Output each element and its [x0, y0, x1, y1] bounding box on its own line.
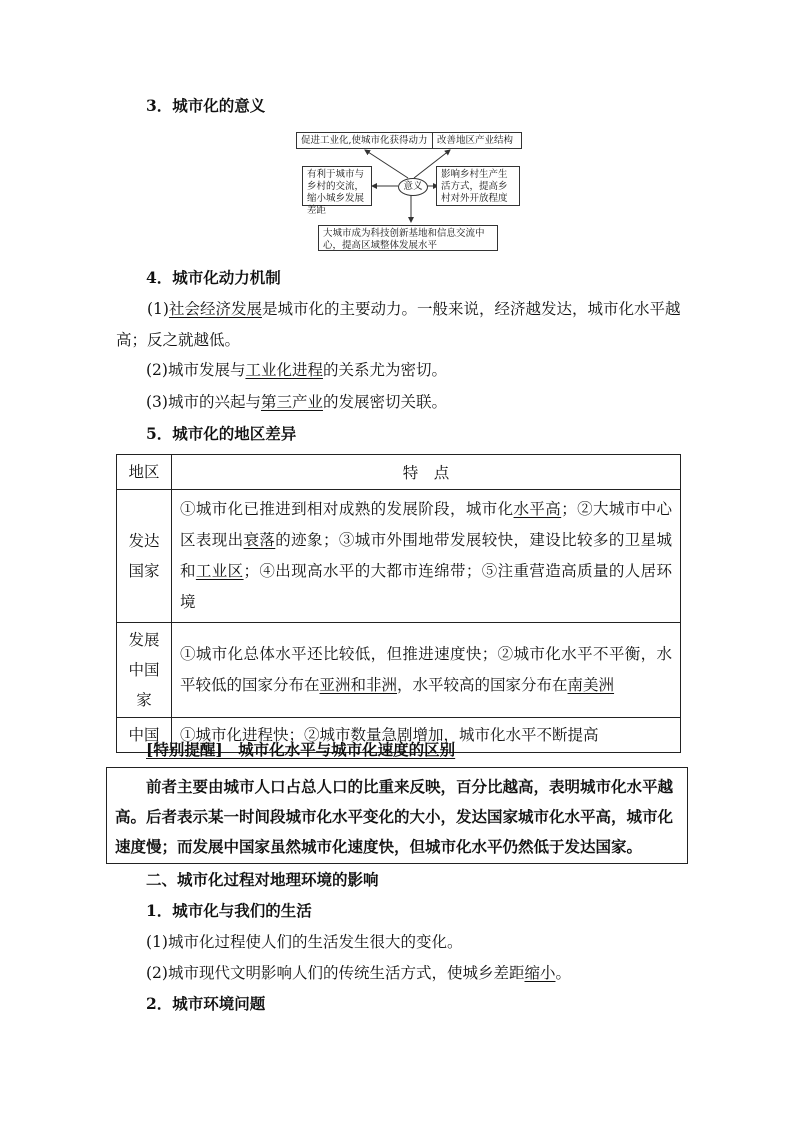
header-feature: 特 点 — [172, 455, 681, 490]
p42-underlined: 工业化进程 — [245, 361, 323, 379]
section-4-heading: 4．城市化动力机制 — [146, 268, 281, 287]
special-note-title: [特别提醒] 城市化水平与城市化速度的区别 — [146, 740, 456, 759]
part-2-p1: (1)城市化过程使人们的生活发生很大的变化。 — [146, 933, 463, 951]
desc-developing — [172, 623, 681, 718]
region-developed-label: 发达国家 — [128, 532, 160, 580]
dev-u2: 衰落 — [243, 531, 276, 549]
dvg-u1: 亚洲和非洲 — [319, 676, 398, 694]
paragraph-4-2 — [146, 358, 447, 380]
regional-differences-table — [116, 454, 681, 753]
p22-prefix: (2)城市现代文明影响人们的传统生活方式，使城乡差距 — [146, 964, 525, 982]
dev-t1: ①城市化已推进到相对成熟的发展阶段，城市化 — [180, 500, 514, 518]
part-2-sub2: 2．城市环境问题 — [146, 994, 266, 1013]
dev-t4: ；④出现高水平的大都市连绵带；⑤注重营造高质量的人居环境 — [180, 562, 672, 611]
p42-rest: 的关系尤为密切。 — [322, 361, 447, 379]
table-header-row — [117, 455, 681, 490]
special-note-body: 前者主要由城市人口占总人口的比重来反映，百分比越高，表明城市化水平越高。后者表示某一时间段城市化水平变化的大小，发达国家城市化水平高，城市化速度慢；而发展中国家虽然城市化速度快，但城市化水平仍然低于发达国家。 — [115, 777, 674, 856]
desc-developed — [172, 490, 681, 623]
p41-underlined: 社会经济发展 — [168, 300, 262, 318]
region-china: 中国 — [117, 718, 172, 753]
paragraph-4-3 — [146, 390, 447, 412]
p43-underlined: 第三产业 — [260, 393, 323, 411]
paragraph-4-1 — [116, 294, 682, 356]
dvg-t1: ①城市化总体水平还比较低，但推进速度快；②城市化水平不平衡，水平较低的国家分布在 — [180, 645, 672, 694]
dev-t2: ；②大城市中心区表现出 — [180, 500, 672, 549]
special-note-box — [106, 767, 688, 864]
section-3-heading: 3．城市化的意义 — [146, 96, 266, 115]
p22-rest: 。 — [555, 964, 571, 982]
p22-underlined: 缩小 — [524, 964, 556, 982]
p41-prefix: (1) — [147, 300, 169, 318]
region-developed — [117, 490, 172, 623]
diagram-box-bottom: 大城市成为科技创新基地和信息交流中心，提高区域整体发展水平 — [318, 225, 498, 251]
diagram-center-node: 意义 — [398, 178, 428, 196]
section-5-heading: 5．城市化的地区差异 — [146, 424, 297, 443]
dvg-t2: ，水平较高的国家分布在 — [397, 676, 568, 694]
part-2-p2 — [146, 961, 571, 983]
significance-diagram — [290, 128, 530, 250]
dev-u1: 水平高 — [513, 500, 562, 518]
p43-prefix: (3)城市的兴起与 — [146, 393, 261, 411]
p43-rest: 的发展密切关联。 — [322, 393, 447, 411]
diagram-box-top-right: 改善地区产业结构 — [432, 132, 522, 149]
diagram-box-right: 影响乡村生产生活方式，提高乡村对外开放程度 — [436, 166, 520, 206]
dev-t3: 的迹象；③城市外围地带发展较快，建设比较多的卫星城和 — [180, 531, 672, 580]
table-row — [117, 623, 681, 718]
dev-u3: 工业区 — [195, 562, 244, 580]
p41-rest: 是城市化的主要动力。一般来说，经济越发达，城市化水平越高；反之就越低。 — [116, 300, 681, 349]
part-2-sub1: 1．城市化与我们的生活 — [146, 901, 312, 920]
desc-china: ①城市化进程快；②城市数量急剧增加，城市化水平不断提高 — [172, 718, 681, 753]
region-developing-label: 发展中国家 — [128, 631, 160, 709]
part-2-heading: 二、城市化过程对地理环境的影响 — [146, 870, 379, 889]
diagram-box-top-left: 促进工业化,使城市化获得动力 — [296, 132, 436, 149]
diagram-box-left: 有利于城市与乡村的交流，缩小城乡发展差距 — [302, 166, 372, 206]
region-developing — [117, 623, 172, 718]
p42-prefix: (2)城市发展与 — [146, 361, 246, 379]
table-row — [117, 490, 681, 623]
header-region: 地区 — [117, 455, 172, 490]
dvg-u2: 南美洲 — [567, 676, 615, 694]
